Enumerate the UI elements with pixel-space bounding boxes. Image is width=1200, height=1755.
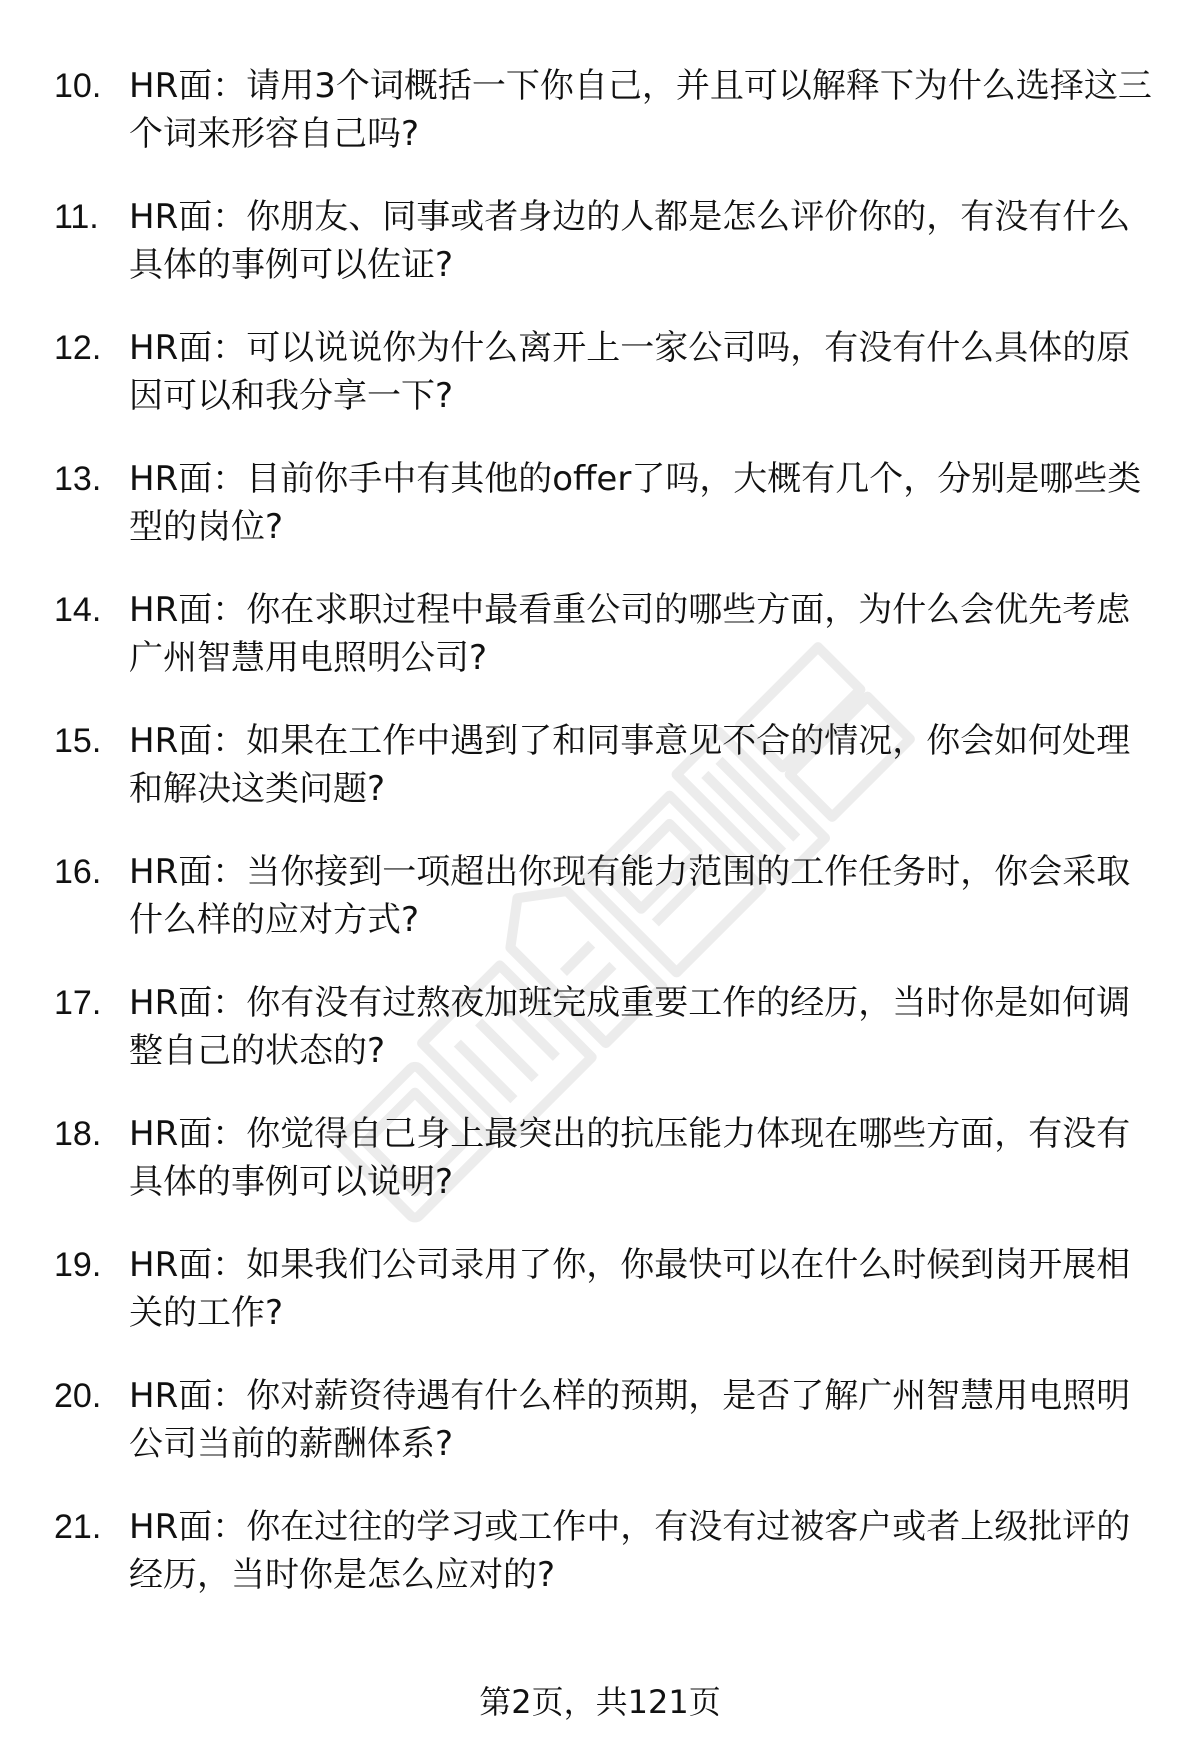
list-item bbox=[0, 979, 1200, 1110]
list-item bbox=[0, 1372, 1200, 1503]
list-item bbox=[0, 848, 1200, 979]
list-item bbox=[0, 62, 1200, 193]
question-text: HR面：当你接到一项超出你现有能力范围的工作任务时，你会采取什么样的应对方式? bbox=[129, 852, 1131, 940]
question-text: HR面：目前你手中有其他的offer了吗，大概有几个，分别是哪些类型的岗位? bbox=[129, 459, 1142, 547]
question-text: HR面：可以说说你为什么离开上一家公司吗，有没有什么具体的原因可以和我分享一下? bbox=[129, 328, 1131, 416]
question-text: HR面：如果在工作中遇到了和同事意见不合的情况，你会如何处理和解决这类问题? bbox=[129, 721, 1131, 809]
question-text: HR面：你觉得自己身上最突出的抗压能力体现在哪些方面，有没有具体的事例可以说明? bbox=[129, 1114, 1131, 1202]
question-number: 10. bbox=[54, 67, 102, 105]
list-item bbox=[0, 717, 1200, 848]
question-number: 21. bbox=[54, 1508, 102, 1546]
question-number: 13. bbox=[54, 460, 102, 498]
question-text: HR面：请用3个词概括一下你自己，并且可以解释下为什么选择这三个词来形容自己吗? bbox=[129, 66, 1152, 154]
question-number: 14. bbox=[54, 591, 102, 629]
question-number: 19. bbox=[54, 1246, 102, 1284]
question-number: 20. bbox=[54, 1377, 102, 1415]
list-item bbox=[0, 586, 1200, 717]
list-item bbox=[0, 193, 1200, 324]
list-item bbox=[0, 1241, 1200, 1372]
question-text: HR面：如果我们公司录用了你，你最快可以在什么时候到岗开展相关的工作? bbox=[129, 1245, 1131, 1333]
question-text: HR面：你在求职过程中最看重公司的哪些方面，为什么会优先考虑广州智慧用电照明公司? bbox=[129, 590, 1131, 678]
list-item bbox=[0, 1503, 1200, 1634]
question-text: HR面：你在过往的学习或工作中，有没有过被客户或者上级批评的经历，当时你是怎么应对的? bbox=[129, 1507, 1131, 1595]
question-list bbox=[0, 62, 1200, 1634]
question-text: HR面：你对薪资待遇有什么样的预期，是否了解广州智慧用电照明公司当前的薪酬体系? bbox=[129, 1376, 1131, 1464]
question-number: 15. bbox=[54, 722, 102, 760]
question-text: HR面：你朋友、同事或者身边的人都是怎么评价你的，有没有什么具体的事例可以佐证? bbox=[129, 197, 1131, 285]
question-number: 12. bbox=[54, 329, 102, 367]
question-number: 18. bbox=[54, 1115, 102, 1153]
question-text: HR面：你有没有过熬夜加班完成重要工作的经历，当时你是如何调整自己的状态的? bbox=[129, 983, 1131, 1071]
list-item bbox=[0, 324, 1200, 455]
question-number: 17. bbox=[54, 984, 102, 1022]
list-item bbox=[0, 1110, 1200, 1241]
page-footer: 第2页，共121页 bbox=[479, 1683, 721, 1721]
list-item bbox=[0, 455, 1200, 586]
question-number: 11. bbox=[54, 198, 99, 236]
question-number: 16. bbox=[54, 853, 102, 891]
